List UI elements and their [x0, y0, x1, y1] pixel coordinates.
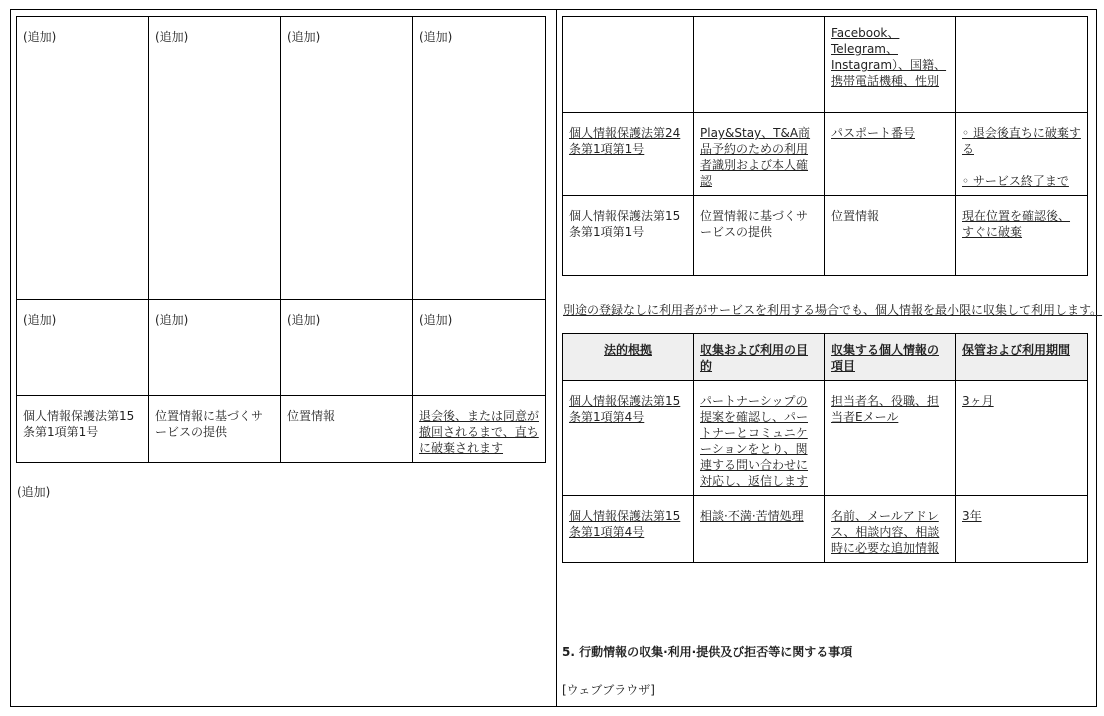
- subsection-label: [ウェブブラウザ]: [562, 683, 655, 697]
- table-cell: 相談·不満·苦情処理: [694, 496, 825, 563]
- note-paragraph: 別途の登録なしに利用者がサービスを利用する場合でも、個人情報を最小限に収集して利用します。: [563, 303, 1103, 317]
- table-cell: [563, 17, 694, 113]
- table-cell: (追加): [281, 300, 413, 396]
- header-cell: 収集および利用の目的: [694, 334, 825, 381]
- right-table-2: [562, 333, 1088, 563]
- table-cell: 個人情報保護法第15条第1項第1号: [17, 396, 149, 463]
- table-cell: [956, 17, 1088, 113]
- table-cell: パスポート番号: [825, 113, 956, 196]
- table-row: [563, 381, 1088, 496]
- table-cell: (追加): [17, 17, 149, 300]
- column-divider: [556, 10, 557, 706]
- table-cell: 個人情報保護法第15条第1項第1号: [563, 196, 694, 276]
- table-cell: 3年: [956, 496, 1088, 563]
- retention-item: ◦ 退会後直ちに破棄する: [962, 126, 1081, 156]
- table-cell: (追加): [149, 300, 281, 396]
- table-row: [17, 300, 546, 396]
- table-cell: 現在位置を確認後、すぐに破棄: [956, 196, 1088, 276]
- table-cell: パートナーシップの提案を確認し、パートナーとコミュニケーションをとり、関連する問い合わせに対応し、返信します: [694, 381, 825, 496]
- addition-paragraph: (追加): [17, 485, 51, 499]
- table-cell: (追加): [281, 17, 413, 300]
- table-row: [563, 113, 1088, 196]
- table-cell: 名前、メールアドレス、相談内容、相談時に必要な追加情報: [825, 496, 956, 563]
- section-heading: 5. 行動情報の収集·利用·提供及び拒否等に関する事項: [562, 645, 853, 659]
- left-table: [16, 16, 546, 463]
- right-table-1: [562, 16, 1088, 276]
- header-cell: 保管および利用期間: [956, 334, 1088, 381]
- table-cell: Play&Stay、T&A商品予約のための利用者識別および本人確認: [694, 113, 825, 196]
- table-row: [17, 396, 546, 463]
- header-cell: 収集する個人情報の項目: [825, 334, 956, 381]
- table-cell: 担当者名、役職、担当者Eメール: [825, 381, 956, 496]
- table-cell: 退会後、または同意が撤回されるまで、直ちに破棄されます: [413, 396, 546, 463]
- table-row: [563, 196, 1088, 276]
- table-row: [563, 496, 1088, 563]
- table-cell: [694, 17, 825, 113]
- table-cell: 位置情報: [825, 196, 956, 276]
- table-cell: 位置情報に基づくサービスの提供: [694, 196, 825, 276]
- table-cell: 個人情報保護法第24条第1項第1号: [563, 113, 694, 196]
- header-cell: 法的根拠: [563, 334, 694, 381]
- table-cell: 位置情報: [281, 396, 413, 463]
- table-cell: [956, 113, 1088, 196]
- table-cell: (追加): [17, 300, 149, 396]
- table-row: [17, 17, 546, 300]
- table-row: [563, 17, 1088, 113]
- table-cell: 位置情報に基づくサービスの提供: [149, 396, 281, 463]
- table-header-row: [563, 334, 1088, 381]
- table-cell: 3ヶ月: [956, 381, 1088, 496]
- table-cell: (追加): [413, 300, 546, 396]
- retention-item: ◦ サービス終了まで: [962, 174, 1069, 188]
- table-cell: 個人情報保護法第15条第1項第4号: [563, 381, 694, 496]
- table-cell: (追加): [149, 17, 281, 300]
- table-cell: Facebook、Telegram、Instagram）、国籍、携帯電話機種、性別: [825, 17, 956, 113]
- table-cell: 個人情報保護法第15条第1項第4号: [563, 496, 694, 563]
- table-cell: (追加): [413, 17, 546, 300]
